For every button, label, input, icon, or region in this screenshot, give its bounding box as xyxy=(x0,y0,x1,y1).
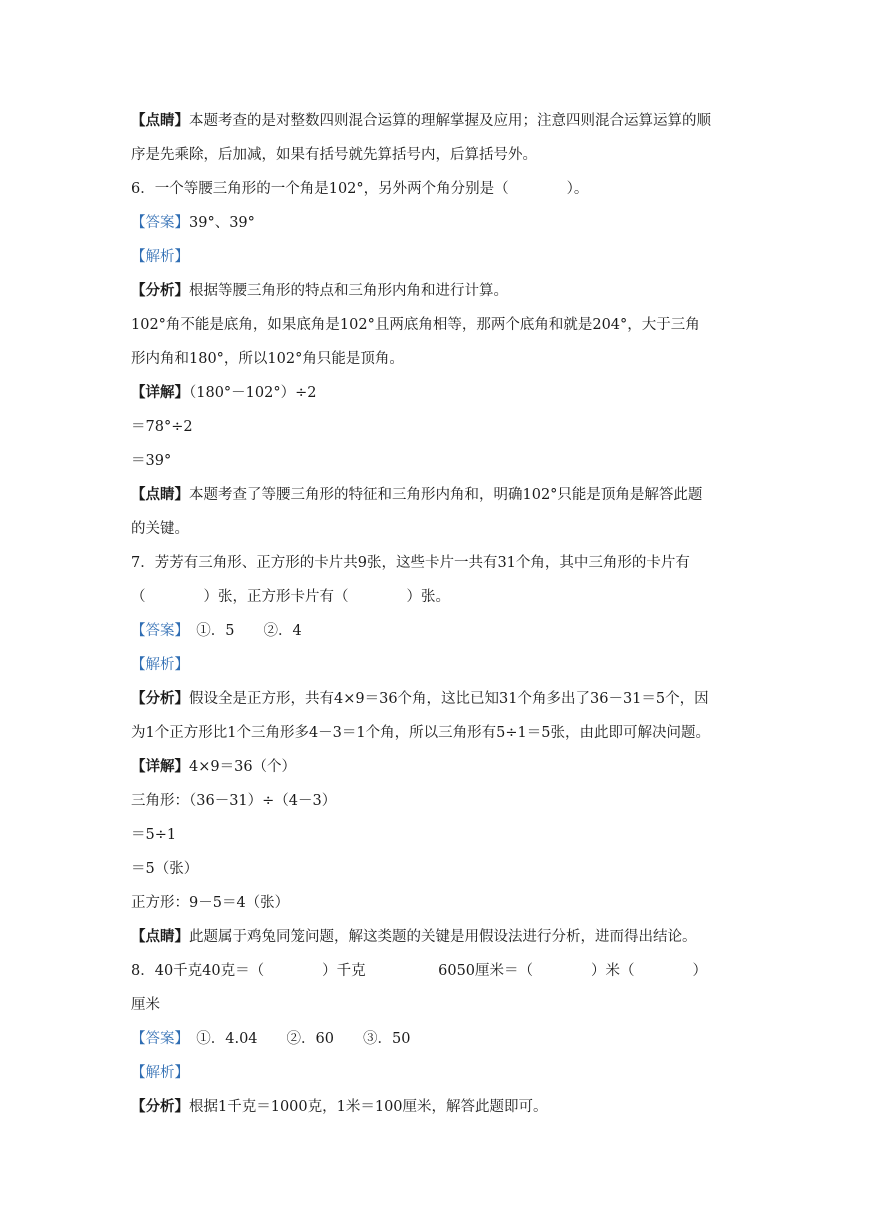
comment-tag: 【点睛】 xyxy=(131,486,189,503)
comment-text: 此题属于鸡兔同笼问题，解这类题的关键是用假设法进行分析，进而得出结论。 xyxy=(189,929,697,945)
analysis-text: 根据等腰三角形的特点和三角形内角和进行计算。 xyxy=(189,283,508,299)
explanation-tag: 【解析】 xyxy=(131,1065,189,1081)
calc-line: ＝5（张） xyxy=(131,861,199,877)
question-7: 7．芳芳有三角形、正方形的卡片共9张，这些卡片一共有31个角，其中三角形的卡片有 xyxy=(131,555,690,571)
answer-text: ①．5 ②．4 xyxy=(181,623,302,639)
comment-line xyxy=(131,927,749,947)
analysis-line xyxy=(131,1097,749,1117)
calc-line: ＝5÷1 xyxy=(131,827,177,843)
detail-text: （180°－102°）÷2 xyxy=(189,385,317,401)
comment-tag: 【点睛】 xyxy=(131,112,189,129)
analysis-tag: 【分析】 xyxy=(131,1098,189,1115)
calc-line: ＝39° xyxy=(131,453,172,469)
detail-line xyxy=(131,383,749,403)
answer-tag: 【答案】 xyxy=(131,623,182,639)
explanation-line xyxy=(131,247,749,267)
question-8-cont: 厘米 xyxy=(131,997,160,1013)
comment-line xyxy=(131,111,749,131)
answer-line xyxy=(131,621,749,641)
comment-text: 本题考查了等腰三角形的特征和三角形内角和，明确102°只能是顶角是解答此题 xyxy=(189,487,703,503)
detail-tag: 【详解】 xyxy=(131,384,189,401)
question-6: 6．一个等腰三角形的一个角是102°，另外两个角分别是（ ）。 xyxy=(131,181,589,197)
explanation-tag: 【解析】 xyxy=(131,249,189,265)
explanation-tag: 【解析】 xyxy=(131,657,189,673)
explanation-line xyxy=(131,1063,749,1083)
body-line: 102°角不能是底角，如果底角是102°且两底角相等，那两个底角和就是204°，大于三角 xyxy=(131,317,700,333)
question-7-cont: （ ）张，正方形卡片有（ ）张。 xyxy=(131,589,450,605)
calc-line: 三角形：（36－31）÷（4－3） xyxy=(131,793,337,809)
body-line: 形内角和180°，所以102°角只能是顶角。 xyxy=(131,351,404,367)
question-8: 8．40千克40克＝（ ）千克 6050厘米＝（ ）米（ ） xyxy=(131,963,708,979)
comment-line-cont: 的关键。 xyxy=(131,521,189,537)
calc-line: ＝78°÷2 xyxy=(131,419,193,435)
detail-text: 4×9＝36（个） xyxy=(189,759,297,775)
detail-line xyxy=(131,757,749,777)
comment-text: 本题考查的是对整数四则混合运算的理解掌握及应用；注意四则混合运算运算的顺 xyxy=(189,113,711,129)
answer-tag: 【答案】 xyxy=(131,1031,182,1047)
analysis-line xyxy=(131,689,749,709)
answer-text: 39°、39° xyxy=(189,215,255,231)
body-line: 为1个正方形比1个三角形多4－3＝1个角，所以三角形有5÷1＝5张，由此即可解决问题。 xyxy=(131,725,710,741)
answer-line xyxy=(131,1029,749,1049)
analysis-tag: 【分析】 xyxy=(131,282,189,299)
answer-tag: 【答案】 xyxy=(131,215,189,231)
calc-line: 正方形：9－5＝4（张） xyxy=(131,895,290,911)
comment-tag: 【点睛】 xyxy=(131,928,189,945)
analysis-text: 假设全是正方形，共有4×9＝36个角，这比已知31个角多出了36－31＝5个，因 xyxy=(189,691,709,707)
comment-line xyxy=(131,485,749,505)
answer-text: ①．4.04 ②．60 ③．50 xyxy=(181,1031,411,1047)
analysis-line xyxy=(131,281,749,301)
analysis-tag: 【分析】 xyxy=(131,690,189,707)
analysis-text: 根据1千克＝1000克，1米＝100厘米，解答此题即可。 xyxy=(189,1099,548,1115)
explanation-line xyxy=(131,655,749,675)
detail-tag: 【详解】 xyxy=(131,758,189,775)
comment-line-cont: 序是先乘除，后加减，如果有括号就先算括号内，后算括号外。 xyxy=(131,147,537,163)
answer-line xyxy=(131,213,749,233)
